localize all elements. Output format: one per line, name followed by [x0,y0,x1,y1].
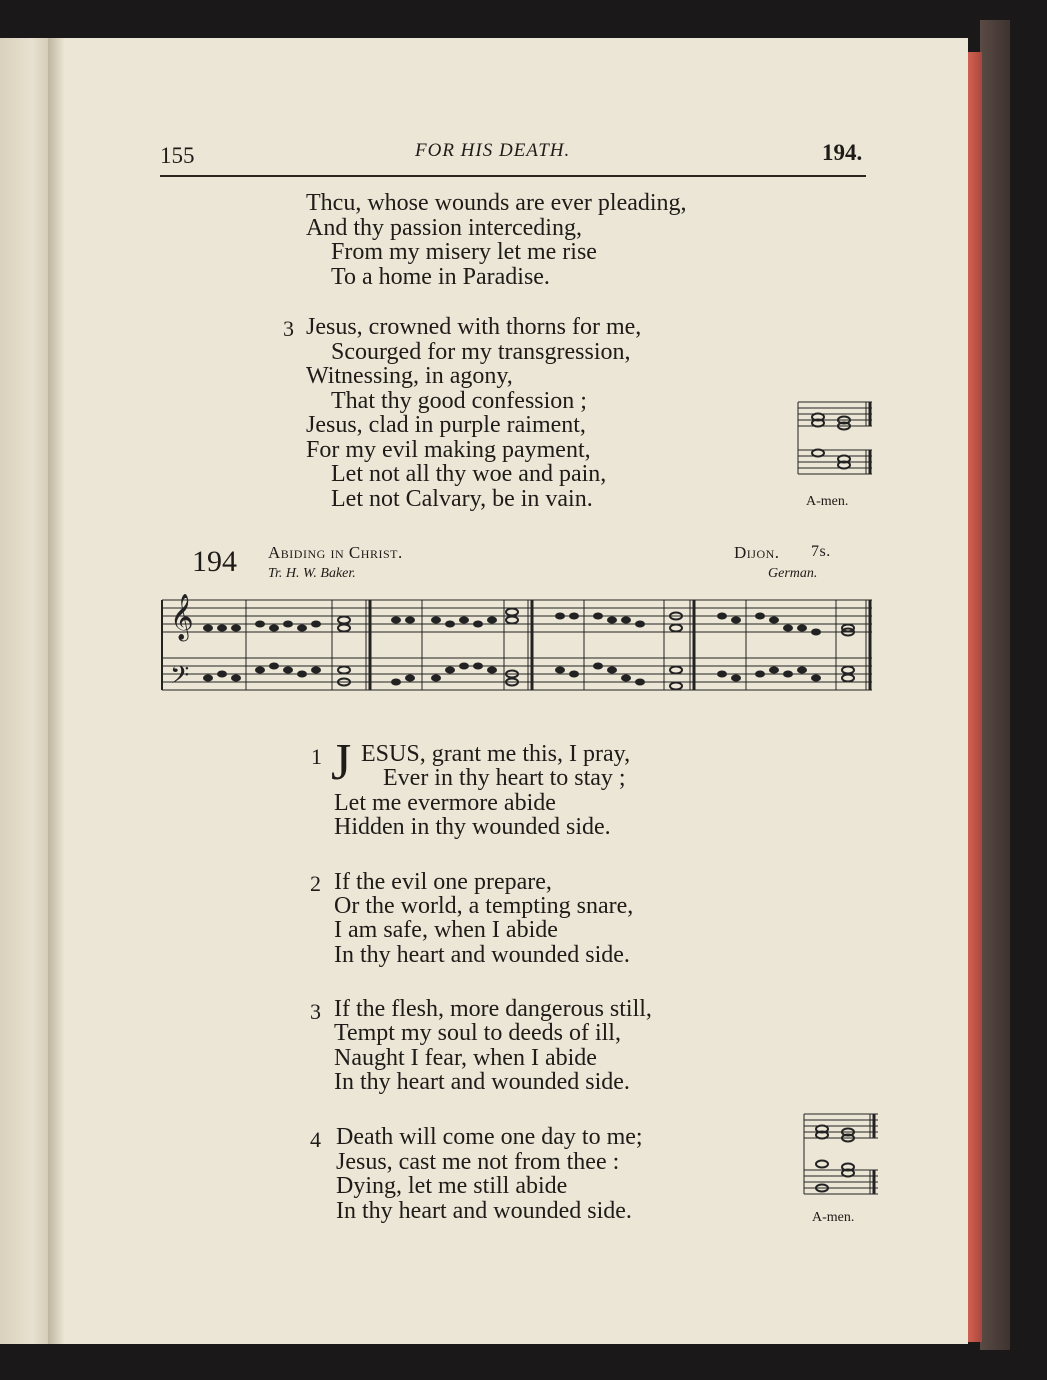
treble-clef-icon [170,594,194,642]
verse-line: That thy good confession ; [331,388,587,414]
amen-label: A-men. [806,494,849,509]
amen-label: A-men. [812,1210,855,1225]
verse-number: 3 [310,999,321,1024]
verse-line: I am safe, when I abide [334,917,558,943]
amen-music-bottom [802,1108,882,1208]
tune-origin: German. [768,566,818,581]
page-number: 155 [160,143,195,168]
verse-number: 1 [311,744,322,769]
verse-number: 4 [310,1127,321,1152]
verse-line: For my evil making payment, [306,437,591,463]
hymn-title: Abiding in Christ. [268,543,403,562]
verse-line: Jesus, crowned with thorns for me, [306,314,642,340]
verse-line: Scourged for my transgression, [331,339,631,365]
tune-name: Dijon. [734,543,780,562]
verse-line: Death will come one day to me; [336,1124,643,1150]
verse-line: Jesus, clad in purple raiment, [306,412,586,438]
verse-line: If the evil one prepare, [334,869,552,895]
page-gutter [48,38,64,1344]
svg-text:𝄢: 𝄢 [170,661,190,696]
drop-cap: J [331,734,352,791]
verse-line: Dying, let me still abide [336,1173,568,1199]
book-cover-edge [980,20,1010,1350]
verse-line: To a home in Paradise. [331,264,550,290]
verse-line: Tempt my soul to deeds of ill, [334,1020,621,1046]
verse-line: Let not all thy woe and pain, [331,461,607,487]
verse-line: In thy heart and wounded side. [336,1198,632,1224]
verse-line: In thy heart and wounded side. [334,942,630,968]
verse-line: Witnessing, in agony, [306,363,513,389]
left-page-sliver [0,38,54,1344]
verse-line: Ever in thy heart to stay ; [383,765,626,791]
verse-line: From my misery let me rise [331,239,597,265]
verse-line: Thcu, whose wounds are ever pleading, [306,190,687,216]
verse-line: Naught I fear, when I abide [334,1045,597,1071]
meter: 7s. [811,543,831,560]
verse-number: 2 [310,871,321,896]
amen-music-top [796,396,876,496]
verse-line: In thy heart and wounded side. [334,1069,630,1095]
verse-line: Jesus, cast me not from thee : [336,1149,620,1175]
hymn-music-score [160,592,880,704]
verse-line: Or the world, a tempting snare, [334,893,634,919]
header-rule [160,175,866,177]
verse-line: Let me evermore abide [334,790,556,816]
translator: Tr. H. W. Baker. [268,566,356,581]
svg-text:𝄞: 𝄞 [170,594,194,640]
section-title: FOR HIS DEATH. [415,140,571,161]
verse-line: If the flesh, more dangerous still, [334,996,652,1022]
verse-line: Hidden in thy wounded side. [334,814,611,840]
verse-line: ESUS, grant me this, I pray, [361,741,631,767]
verse-number: 3 [283,316,294,341]
hymn-number: 194 [192,545,237,578]
verse-line: Let not Calvary, be in vain. [331,486,593,512]
hymn-number-header: 194. [822,140,863,165]
bass-clef-icon [170,661,189,696]
verse-line: And thy passion interceding, [306,215,582,241]
